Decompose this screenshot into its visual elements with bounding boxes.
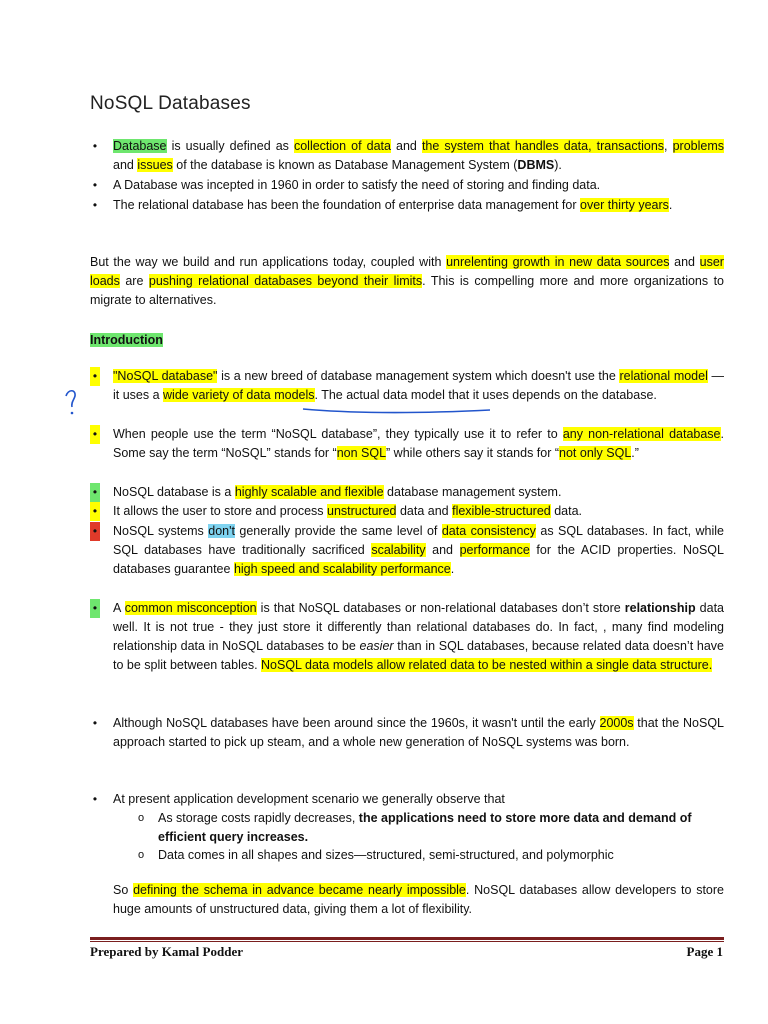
list-item bbox=[90, 425, 724, 463]
highlighted-text: unrelenting growth in new data sources bbox=[446, 255, 670, 269]
text-run: generally provide the same level of bbox=[234, 524, 442, 538]
bullet: • bbox=[90, 599, 100, 618]
list-item bbox=[90, 714, 724, 752]
highlighted-text: issues bbox=[137, 158, 173, 172]
list-item bbox=[90, 599, 724, 675]
handwritten-underline-icon bbox=[300, 403, 500, 417]
bullet-text: At present application development scenario we generally observe that bbox=[113, 792, 505, 806]
highlighted-text: relationship bbox=[624, 601, 696, 615]
bullet: • bbox=[92, 178, 98, 192]
highlighted-text: user loads bbox=[90, 255, 724, 288]
text-run: When people use the term “NoSQL database”, they typically use it to refer to bbox=[113, 427, 563, 441]
bullet-text bbox=[113, 367, 724, 405]
text-run: . bbox=[668, 198, 673, 212]
sub-list-item bbox=[138, 846, 724, 865]
text-run: . This is compelling more and more organizations to migrate to alternatives. bbox=[90, 274, 724, 307]
footer-rule bbox=[90, 941, 724, 942]
text-run: and bbox=[390, 139, 422, 153]
text-run: NoSQL systems bbox=[113, 524, 209, 538]
text-run: than in SQL databases, because related data doesn’t have to be split between tables. bbox=[113, 639, 724, 672]
text-run: . NoSQL databases allow developers to store huge amounts of unstructured data, giving them a lot of flexibility. bbox=[113, 883, 724, 916]
list-item bbox=[90, 176, 724, 195]
text-run: .” bbox=[631, 446, 639, 460]
highlighted-text: Database bbox=[113, 139, 167, 153]
text-run: database management system. bbox=[383, 485, 562, 499]
text-run: as SQL databases. In fact, while SQL databases have traditionally sacrificed bbox=[113, 524, 724, 557]
text-run: and bbox=[669, 255, 700, 269]
text-run: It allows the user to store and process bbox=[113, 504, 327, 518]
text-run: for the ACID properties. NoSQL databases guarantee bbox=[113, 543, 724, 576]
bullet: • bbox=[90, 367, 100, 386]
bullet-text bbox=[113, 714, 724, 752]
paragraph bbox=[113, 881, 724, 919]
text-run: But the way we build and run applications today, coupled with bbox=[90, 255, 447, 269]
highlighted-text: the applications need to store more data and demand of efficient query increases. bbox=[158, 811, 692, 844]
highlighted-text: NoSQL data models allow related data to be nested within a single data structure. bbox=[261, 658, 713, 672]
highlighted-text: common misconception bbox=[124, 601, 257, 615]
text-run: ). bbox=[554, 158, 562, 172]
highlighted-text: not only SQL bbox=[559, 446, 632, 460]
text-run: A bbox=[113, 601, 125, 615]
bullet-text bbox=[113, 176, 724, 195]
bullet: • bbox=[92, 716, 98, 730]
highlighted-text: non SQL bbox=[336, 446, 387, 460]
highlighted-text: data consistency bbox=[441, 524, 536, 538]
bullet: • bbox=[92, 198, 98, 212]
bullet: • bbox=[90, 502, 100, 521]
text-run: Although NoSQL databases have been around since the 1960s, it wasn't until the early bbox=[113, 716, 600, 730]
bullet-text bbox=[113, 599, 724, 675]
text-run: and bbox=[425, 543, 460, 557]
text-run: . The actual data model that it uses depends on the database. bbox=[314, 388, 657, 402]
list-item bbox=[90, 483, 724, 502]
list-item bbox=[90, 196, 724, 215]
highlighted-text: over thirty years bbox=[580, 198, 669, 212]
highlighted-text: don't bbox=[208, 524, 235, 538]
bullet: • bbox=[90, 522, 100, 541]
highlighted-text: "NoSQL database" bbox=[113, 369, 218, 383]
text-run: So bbox=[113, 883, 134, 897]
text-run: , bbox=[664, 139, 673, 153]
bullet-text bbox=[113, 196, 724, 215]
highlighted-text: highly scalable and flexible bbox=[234, 485, 384, 499]
highlighted-text: DBMS bbox=[517, 158, 555, 172]
highlighted-text: wide variety of data models bbox=[163, 388, 315, 402]
text-run: Data comes in all shapes and sizes—structured, semi-structured, and polymorphic bbox=[158, 848, 614, 862]
text-run: The relational database has been the foundation of enterprise data management for bbox=[113, 198, 580, 212]
text-run: As storage costs rapidly decreases, bbox=[158, 811, 359, 825]
paragraph bbox=[90, 253, 724, 310]
list-item bbox=[90, 367, 724, 405]
bullet: • bbox=[92, 139, 98, 153]
highlighted-text: easier bbox=[359, 639, 394, 653]
list-item bbox=[90, 790, 724, 809]
highlighted-text: high speed and scalability performance bbox=[233, 562, 451, 576]
text-run: are bbox=[119, 274, 149, 288]
text-run: — it uses a bbox=[113, 369, 725, 402]
bullet-text bbox=[113, 483, 724, 502]
page-number: Page 1 bbox=[686, 944, 723, 959]
footer-rule bbox=[90, 937, 724, 940]
text-run: data and bbox=[396, 504, 453, 518]
highlighted-text: flexible-structured bbox=[452, 504, 551, 518]
text-run: . bbox=[450, 562, 455, 576]
highlighted-text: performance bbox=[459, 543, 530, 557]
sub-list-item bbox=[138, 809, 724, 847]
list-item bbox=[90, 502, 724, 521]
highlighted-text: problems bbox=[672, 139, 724, 153]
list-item bbox=[90, 137, 724, 175]
highlighted-text: defining the schema in advance became nearly impossible bbox=[133, 883, 466, 897]
text-run: . Some say the term “NoSQL” stands for “ bbox=[113, 427, 724, 460]
highlighted-text: scalability bbox=[371, 543, 426, 557]
section-heading bbox=[90, 331, 163, 349]
text-run: data. bbox=[550, 504, 583, 518]
text-run: is usually defined as bbox=[166, 139, 294, 153]
highlighted-text: relational model bbox=[619, 369, 708, 383]
bullet-text bbox=[113, 522, 724, 579]
bullet: • bbox=[92, 792, 98, 806]
text-run: that the NoSQL approach started to pick up steam, and a whole new generation of NoSQL systems was born. bbox=[113, 716, 724, 749]
bullet: • bbox=[90, 425, 100, 444]
text-run: of the database is known as Database Management System ( bbox=[172, 158, 518, 172]
highlighted-text: pushing relational databases beyond their limits bbox=[148, 274, 423, 288]
text-run: is that NoSQL databases or non-relational databases don’t store bbox=[256, 601, 625, 615]
section-heading-text: Introduction bbox=[90, 333, 163, 347]
highlighted-text: unstructured bbox=[327, 504, 397, 518]
text-run: A Database was incepted in 1960 in order to satisfy the need of storing and finding data. bbox=[113, 178, 601, 192]
text-run: ” while others say it stands for “ bbox=[386, 446, 560, 460]
sub-bullet-text bbox=[158, 846, 724, 865]
list-item bbox=[90, 522, 724, 579]
bullet: • bbox=[90, 483, 100, 502]
highlighted-text: collection of data bbox=[293, 139, 391, 153]
highlighted-text: 2000s bbox=[599, 716, 634, 730]
bullet-text bbox=[113, 502, 724, 521]
highlighted-text: any non-relational database bbox=[562, 427, 721, 441]
text-run: is a new breed of database management system which doesn't use the bbox=[217, 369, 620, 383]
sub-bullet: o bbox=[138, 812, 145, 824]
footer-author: Prepared by Kamal Podder bbox=[90, 944, 243, 959]
text-run: data well. It is not true - they just store it differently than relational databases do. In fact, , many find modeling relationship data in NoSQL databases to be bbox=[113, 601, 724, 653]
sub-bullet: o bbox=[138, 849, 145, 861]
bullet-text bbox=[113, 137, 724, 175]
text-run: and bbox=[113, 158, 138, 172]
page-title: NoSQL Databases bbox=[90, 93, 251, 114]
sub-bullet-text bbox=[158, 809, 724, 847]
highlighted-text: the system that handles data, transactions bbox=[421, 139, 665, 153]
text-run: NoSQL database is a bbox=[113, 485, 235, 499]
bullet-text bbox=[113, 425, 724, 463]
